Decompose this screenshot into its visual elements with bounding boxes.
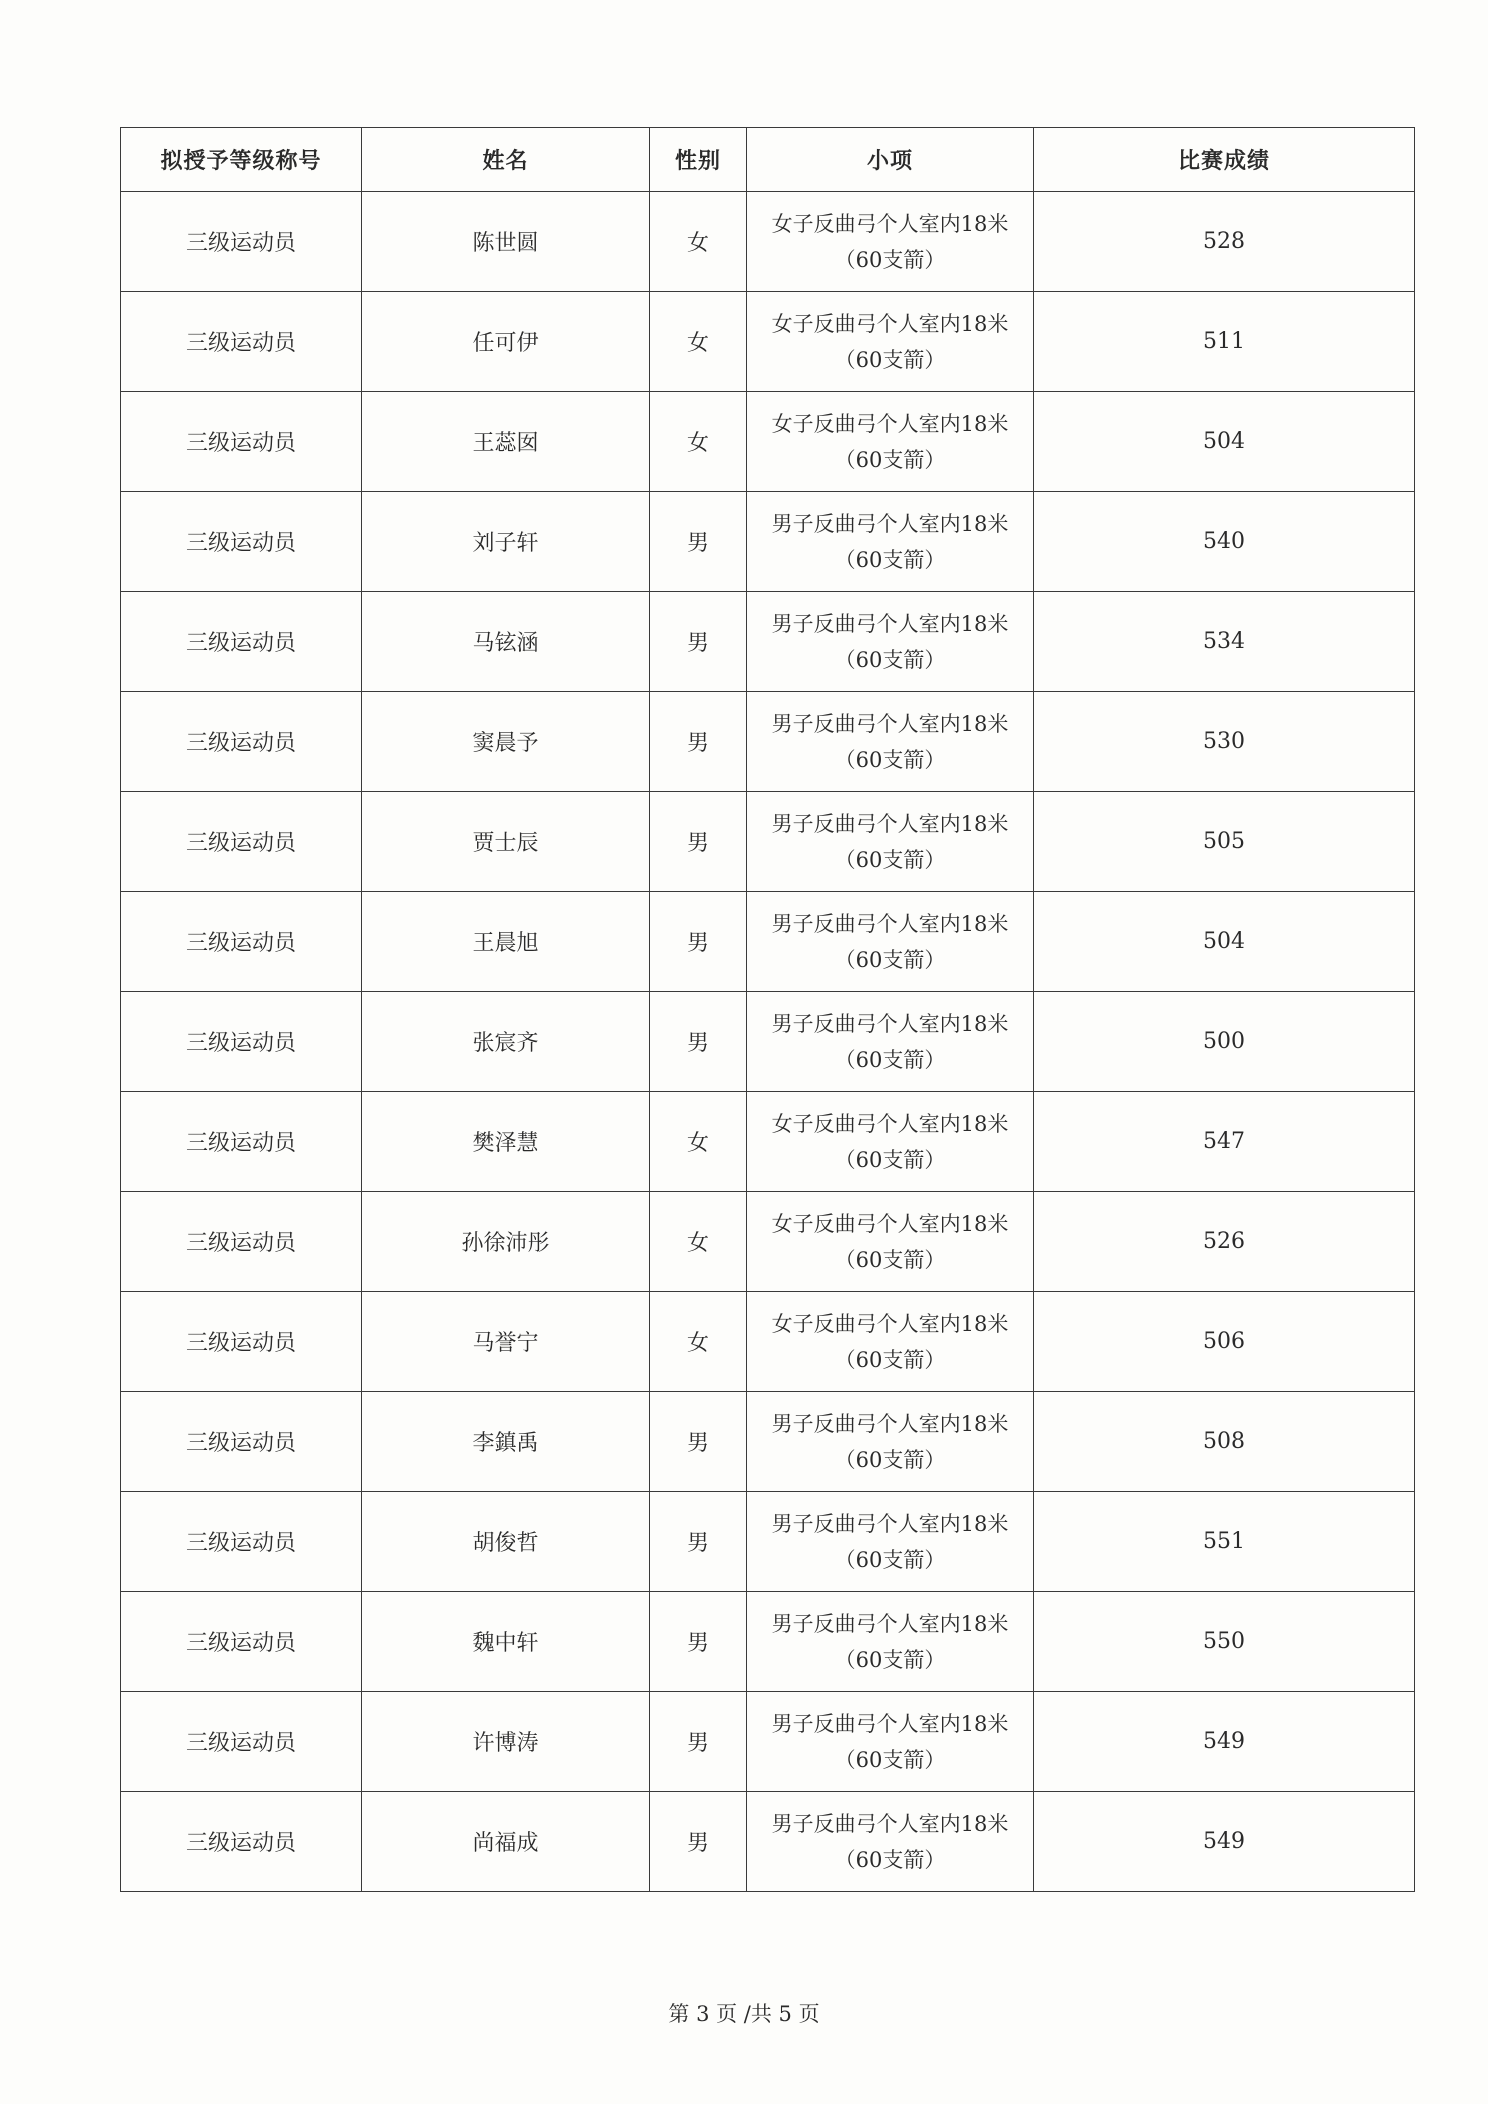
cell-event bbox=[747, 1292, 1034, 1392]
table-row bbox=[121, 1492, 1415, 1592]
cell-event bbox=[747, 1692, 1034, 1792]
event-line-2: （60支箭） bbox=[834, 547, 946, 572]
cell-event bbox=[747, 1192, 1034, 1292]
cell-score: 526 bbox=[1034, 1192, 1415, 1292]
table-row bbox=[121, 892, 1415, 992]
cell-gender: 女 bbox=[650, 1192, 747, 1292]
event-line-2: （60支箭） bbox=[834, 1047, 946, 1072]
cell-event bbox=[747, 192, 1034, 292]
table-row bbox=[121, 1792, 1415, 1892]
cell-title: 三级运动员 bbox=[121, 1392, 362, 1492]
header-title: 拟授予等级称号 bbox=[121, 128, 362, 192]
event-line-1: 男子反曲弓个人室内18米 bbox=[771, 911, 1009, 936]
event-line-1: 男子反曲弓个人室内18米 bbox=[771, 1711, 1009, 1736]
cell-title: 三级运动员 bbox=[121, 292, 362, 392]
cell-name: 张宸齐 bbox=[362, 992, 650, 1092]
cell-name: 贾士辰 bbox=[362, 792, 650, 892]
table-row bbox=[121, 592, 1415, 692]
cell-name: 窦晨予 bbox=[362, 692, 650, 792]
cell-event bbox=[747, 1592, 1034, 1692]
header-gender: 性别 bbox=[650, 128, 747, 192]
cell-score: 550 bbox=[1034, 1592, 1415, 1692]
cell-name: 尚福成 bbox=[362, 1792, 650, 1892]
cell-gender: 男 bbox=[650, 792, 747, 892]
cell-event bbox=[747, 492, 1034, 592]
cell-title: 三级运动员 bbox=[121, 1792, 362, 1892]
cell-name: 许博涛 bbox=[362, 1692, 650, 1792]
cell-title: 三级运动员 bbox=[121, 1692, 362, 1792]
cell-gender: 男 bbox=[650, 492, 747, 592]
table-row bbox=[121, 1592, 1415, 1692]
cell-score: 551 bbox=[1034, 1492, 1415, 1592]
cell-score: 505 bbox=[1034, 792, 1415, 892]
cell-score: 530 bbox=[1034, 692, 1415, 792]
event-line-1: 女子反曲弓个人室内18米 bbox=[771, 1111, 1009, 1136]
event-line-1: 男子反曲弓个人室内18米 bbox=[771, 1011, 1009, 1036]
cell-event bbox=[747, 992, 1034, 1092]
cell-gender: 男 bbox=[650, 592, 747, 692]
event-line-2: （60支箭） bbox=[834, 1547, 946, 1572]
header-score: 比赛成绩 bbox=[1034, 128, 1415, 192]
cell-gender: 女 bbox=[650, 1292, 747, 1392]
event-line-2: （60支箭） bbox=[834, 1447, 946, 1472]
page-number: 第 3 页 /共 5 页 bbox=[668, 2002, 820, 2026]
table-row bbox=[121, 1192, 1415, 1292]
table-row bbox=[121, 392, 1415, 492]
cell-title: 三级运动员 bbox=[121, 1492, 362, 1592]
event-line-2: （60支箭） bbox=[834, 947, 946, 972]
cell-name: 马誉宁 bbox=[362, 1292, 650, 1392]
cell-event bbox=[747, 292, 1034, 392]
cell-score: 500 bbox=[1034, 992, 1415, 1092]
event-line-1: 女子反曲弓个人室内18米 bbox=[771, 311, 1009, 336]
cell-name: 王蕊囡 bbox=[362, 392, 650, 492]
event-line-1: 男子反曲弓个人室内18米 bbox=[771, 711, 1009, 736]
cell-event bbox=[747, 392, 1034, 492]
cell-title: 三级运动员 bbox=[121, 392, 362, 492]
cell-event bbox=[747, 1492, 1034, 1592]
event-line-1: 女子反曲弓个人室内18米 bbox=[771, 1311, 1009, 1336]
event-line-2: （60支箭） bbox=[834, 1847, 946, 1872]
event-line-1: 男子反曲弓个人室内18米 bbox=[771, 1511, 1009, 1536]
cell-score: 511 bbox=[1034, 292, 1415, 392]
event-line-2: （60支箭） bbox=[834, 1747, 946, 1772]
cell-gender: 男 bbox=[650, 1592, 747, 1692]
cell-score: 540 bbox=[1034, 492, 1415, 592]
cell-title: 三级运动员 bbox=[121, 192, 362, 292]
cell-event bbox=[747, 592, 1034, 692]
event-line-2: （60支箭） bbox=[834, 347, 946, 372]
cell-name: 马铉涵 bbox=[362, 592, 650, 692]
header-name: 姓名 bbox=[362, 128, 650, 192]
table-row bbox=[121, 792, 1415, 892]
table-row bbox=[121, 692, 1415, 792]
event-line-2: （60支箭） bbox=[834, 1147, 946, 1172]
cell-score: 549 bbox=[1034, 1692, 1415, 1792]
cell-gender: 女 bbox=[650, 1092, 747, 1192]
cell-title: 三级运动员 bbox=[121, 792, 362, 892]
header-event: 小项 bbox=[747, 128, 1034, 192]
event-line-2: （60支箭） bbox=[834, 1647, 946, 1672]
cell-title: 三级运动员 bbox=[121, 892, 362, 992]
table-row bbox=[121, 292, 1415, 392]
cell-name: 樊泽慧 bbox=[362, 1092, 650, 1192]
cell-event bbox=[747, 692, 1034, 792]
cell-gender: 男 bbox=[650, 1492, 747, 1592]
table-row bbox=[121, 192, 1415, 292]
event-line-2: （60支箭） bbox=[834, 647, 946, 672]
table-body bbox=[121, 192, 1415, 1892]
event-line-1: 女子反曲弓个人室内18米 bbox=[771, 1211, 1009, 1236]
table-row bbox=[121, 1092, 1415, 1192]
cell-gender: 男 bbox=[650, 1392, 747, 1492]
cell-gender: 女 bbox=[650, 192, 747, 292]
cell-name: 陈世圆 bbox=[362, 192, 650, 292]
athlete-table bbox=[120, 127, 1415, 1892]
cell-name: 刘子轩 bbox=[362, 492, 650, 592]
event-line-1: 男子反曲弓个人室内18米 bbox=[771, 611, 1009, 636]
table-header-row bbox=[121, 128, 1415, 192]
cell-title: 三级运动员 bbox=[121, 492, 362, 592]
cell-event bbox=[747, 892, 1034, 992]
table-row bbox=[121, 492, 1415, 592]
event-line-2: （60支箭） bbox=[834, 1247, 946, 1272]
cell-title: 三级运动员 bbox=[121, 1092, 362, 1192]
cell-name: 任可伊 bbox=[362, 292, 650, 392]
event-line-1: 女子反曲弓个人室内18米 bbox=[771, 211, 1009, 236]
cell-name: 孙徐沛彤 bbox=[362, 1192, 650, 1292]
cell-score: 549 bbox=[1034, 1792, 1415, 1892]
cell-title: 三级运动员 bbox=[121, 992, 362, 1092]
event-line-2: （60支箭） bbox=[834, 1347, 946, 1372]
cell-score: 528 bbox=[1034, 192, 1415, 292]
cell-name: 李鎮禹 bbox=[362, 1392, 650, 1492]
cell-title: 三级运动员 bbox=[121, 592, 362, 692]
event-line-1: 女子反曲弓个人室内18米 bbox=[771, 411, 1009, 436]
cell-gender: 男 bbox=[650, 1792, 747, 1892]
cell-event bbox=[747, 792, 1034, 892]
cell-gender: 女 bbox=[650, 292, 747, 392]
cell-gender: 男 bbox=[650, 892, 747, 992]
event-line-1: 男子反曲弓个人室内18米 bbox=[771, 1411, 1009, 1436]
cell-title: 三级运动员 bbox=[121, 692, 362, 792]
event-line-1: 男子反曲弓个人室内18米 bbox=[771, 811, 1009, 836]
cell-score: 534 bbox=[1034, 592, 1415, 692]
event-line-2: （60支箭） bbox=[834, 847, 946, 872]
event-line-2: （60支箭） bbox=[834, 247, 946, 272]
cell-title: 三级运动员 bbox=[121, 1192, 362, 1292]
cell-name: 胡俊哲 bbox=[362, 1492, 650, 1592]
event-line-1: 男子反曲弓个人室内18米 bbox=[771, 1811, 1009, 1836]
table-row bbox=[121, 1692, 1415, 1792]
table-row bbox=[121, 1292, 1415, 1392]
cell-score: 508 bbox=[1034, 1392, 1415, 1492]
table-row bbox=[121, 992, 1415, 1092]
event-line-1: 男子反曲弓个人室内18米 bbox=[771, 1611, 1009, 1636]
event-line-2: （60支箭） bbox=[834, 747, 946, 772]
event-line-1: 男子反曲弓个人室内18米 bbox=[771, 511, 1009, 536]
cell-event bbox=[747, 1792, 1034, 1892]
cell-score: 504 bbox=[1034, 892, 1415, 992]
cell-gender: 男 bbox=[650, 692, 747, 792]
cell-gender: 女 bbox=[650, 392, 747, 492]
cell-name: 王晨旭 bbox=[362, 892, 650, 992]
cell-name: 魏中轩 bbox=[362, 1592, 650, 1692]
cell-event bbox=[747, 1092, 1034, 1192]
cell-title: 三级运动员 bbox=[121, 1292, 362, 1392]
cell-score: 506 bbox=[1034, 1292, 1415, 1392]
cell-gender: 男 bbox=[650, 992, 747, 1092]
cell-score: 504 bbox=[1034, 392, 1415, 492]
cell-title: 三级运动员 bbox=[121, 1592, 362, 1692]
cell-score: 547 bbox=[1034, 1092, 1415, 1192]
table-row bbox=[121, 1392, 1415, 1492]
event-line-2: （60支箭） bbox=[834, 447, 946, 472]
cell-event bbox=[747, 1392, 1034, 1492]
cell-gender: 男 bbox=[650, 1692, 747, 1792]
